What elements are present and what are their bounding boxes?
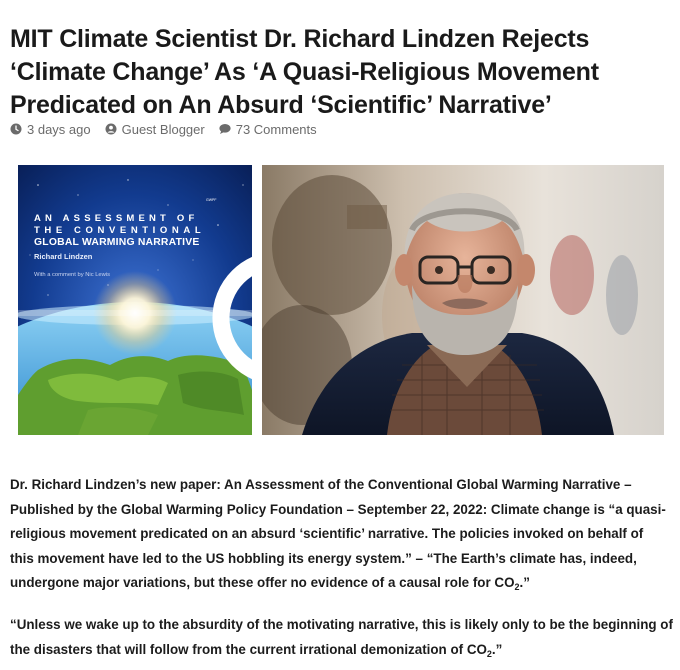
quote-end: .”	[491, 641, 503, 657]
report-cover-text	[18, 165, 252, 435]
quote-text: “Unless we wake up to the absurdity of the motivating narrative, this is likely only to be the beginning of the disasters that will follow from the current irrational demonization of CO	[10, 617, 673, 657]
comments-link[interactable]	[219, 122, 317, 137]
cover-line-2: THE CONVENTIONAL	[34, 225, 206, 236]
cover-line-1: AN ASSESSMENT OF	[34, 213, 199, 224]
gwpf-logo-text: GWPF	[206, 198, 217, 202]
article-headline[interactable]: MIT Climate Scientist Dr. Richard Lindzen Rejects ‘Climate Change’ As ‘A Quasi-Religious Movement Predicated on An Absurd ‘Scientific’ Narrative’	[10, 24, 599, 119]
image-caption	[10, 473, 670, 596]
caption-subscript: 2	[514, 582, 520, 592]
posted-time-text: 3 days ago	[27, 121, 91, 137]
caption-end: .”	[519, 575, 530, 590]
cover-title: GLOBAL WARMING NARRATIVE	[34, 237, 200, 248]
quote-subscript: 2	[486, 648, 492, 659]
author-link[interactable]	[105, 122, 205, 137]
gwpf-logo-icon	[205, 183, 252, 435]
comment-icon	[219, 123, 231, 135]
posted-time	[10, 122, 91, 137]
comment-count[interactable]: 73 Comments	[235, 121, 317, 137]
cover-author: Richard Lindzen	[34, 252, 93, 261]
lindzen-portrait-image[interactable]	[262, 165, 664, 435]
cover-comment: With a comment by Nic Lewis	[34, 272, 111, 278]
article-meta	[10, 120, 331, 138]
portrait-photo	[262, 165, 664, 435]
author-name[interactable]: Guest Blogger	[121, 121, 205, 137]
user-icon	[105, 123, 117, 135]
caption-text: Dr. Richard Lindzen’s new paper: An Assessment of the Conventional Global Warming Narrative – Published by the Global Warming Policy Foundation – September 22, 2022: Climate change is “a quasi-religious movement predicated on an absurd ‘scientific’ narrative. The policies invoked on behalf of this movement have led to the US hobbling its energy system.” – “The Earth’s climate has, indeed, undergone major variations, but these offer no evidence of a causal role for CO	[10, 477, 666, 590]
pull-quote	[10, 613, 675, 662]
clock-icon	[10, 123, 22, 135]
report-cover-image[interactable]	[18, 165, 252, 435]
